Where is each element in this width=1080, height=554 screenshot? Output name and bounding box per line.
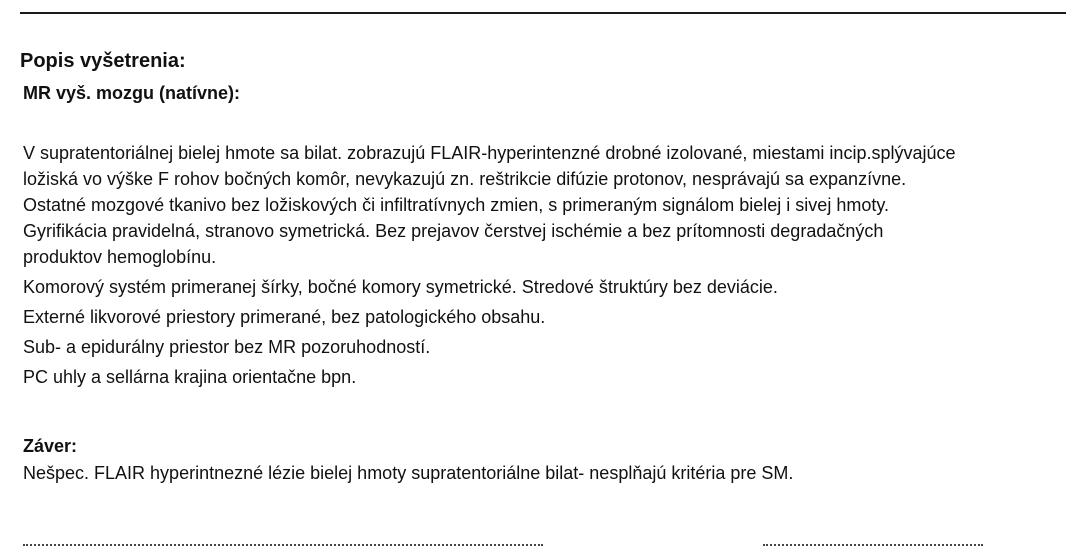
findings-line: V supratentoriálnej bielej hmote sa bilat. zobrazujú FLAIR-hyperintenzné drobné izolované, miestami incip.splývajúce [23, 143, 956, 163]
findings-line: produktov hemoglobínu. [23, 247, 217, 267]
conclusion-title: Záver: [23, 436, 78, 456]
sellar-finding: PC uhly a sellárna krajina orientačne bpn. [23, 367, 357, 387]
findings-line: ložiská vo výške F rohov bočných komôr, nevykazujú zn. reštrikcie difúzie protonov, nesprávajú sa expanzívne. [23, 169, 907, 189]
ventricles-finding: Komorový systém primeranej šírky, bočné komory symetrické. Stredové štruktúry bez deviácie. [23, 277, 778, 297]
findings-block [23, 140, 1073, 390]
top-divider [20, 12, 1066, 14]
findings-paragraph [23, 140, 1073, 270]
findings-line: Ostatné mozgové tkanivo bez ložiskových či infiltratívnych zmien, s primeraným signálom bielej i sivej hmoty. [23, 195, 889, 215]
csf-spaces-finding: Externé likvorové priestory primerané, bez patologického obsahu. [23, 307, 546, 327]
cropped-footer-fragment [23, 544, 543, 554]
findings-line: Gyrifikácia pravidelná, stranovo symetrická. Bez prejavov čerstvej ischémie a bez prítomnosti degradačných [23, 221, 884, 241]
conclusion-text: Nešpec. FLAIR hyperintnezné lézie bielej hmoty supratentoriálne bilat- nesplňajú kritéria pre SM. [23, 463, 794, 483]
epidural-finding: Sub- a epidurálny priestor bez MR pozoruhodností. [23, 337, 431, 357]
section-title: Popis vyšetrenia: [20, 50, 186, 72]
exam-title: MR vyš. mozgu (natívne): [23, 83, 241, 103]
cropped-footer-fragment [763, 544, 983, 554]
